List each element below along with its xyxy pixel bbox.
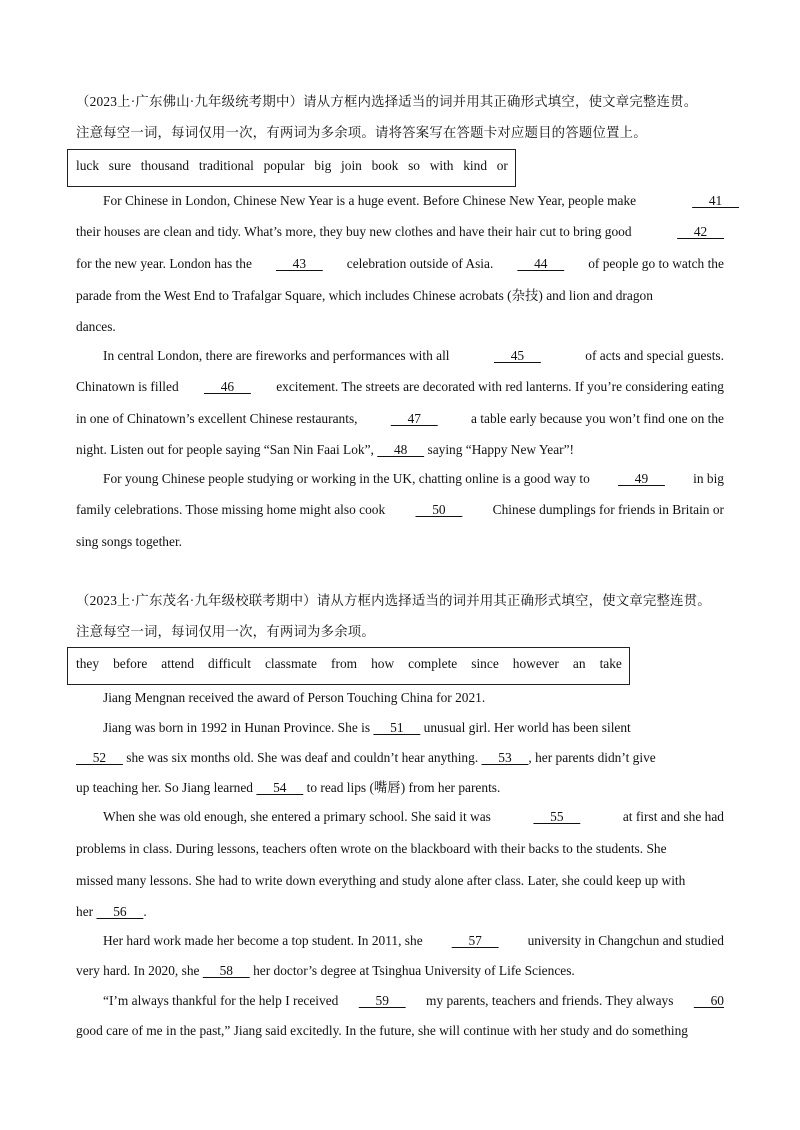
answer-blank-45[interactable]: 45 (493, 348, 541, 363)
paragraph-line: sing songs together. (76, 534, 183, 549)
section1-intro-line1: （2023上·广东佛山·九年级统考期中）请从方框内选择适当的词并用其正确形式填空，使文章完整连贯。 (76, 94, 698, 109)
word-bank-item: classmate (264, 656, 318, 671)
section2-intro-line1: （2023上·广东茂名·九年级校联考期中）请从方框内选择适当的词并用其正确形式填空，使文章完整连贯。 (76, 593, 711, 608)
paragraph-line: “I’m always thankful for the help I received 59 my parents, teachers and friends. They always 60 (103, 993, 724, 1008)
word-bank-item: book (371, 158, 399, 173)
answer-blank-58[interactable]: 58 (202, 963, 250, 978)
paragraph-line: Jiang Mengnan received the award of Person Touching China for 2021. (103, 690, 486, 705)
answer-blank-46[interactable]: 46 (203, 379, 251, 394)
answer-blank-41[interactable]: 41 (692, 193, 739, 208)
answer-blank-53[interactable]: 53 (481, 750, 529, 765)
paragraph-line: dances. (76, 319, 116, 334)
word-bank-item: traditional (198, 158, 254, 173)
answer-blank-50[interactable]: 50 (415, 502, 463, 517)
word-bank-item: kind (463, 158, 488, 173)
answer-blank-42[interactable]: 42 (677, 224, 724, 239)
paragraph-line: For young Chinese people studying or working in the UK, chatting online is a good way to 49 in big (103, 471, 724, 486)
word-bank-item: from (331, 656, 358, 671)
paragraph-line: In central London, there are fireworks and performances with all 45 of acts and special guests. (103, 348, 724, 363)
paragraph-line: parade from the West End to Trafalgar Square, which includes Chinese acrobats (杂技) and lion and dragon (76, 288, 653, 303)
answer-blank-47[interactable]: 47 (390, 411, 438, 426)
word-bank-item: join (341, 158, 362, 173)
paragraph-line: their houses are clean and tidy. What’s more, they buy new clothes and have their hair cut to bring good 42 (76, 224, 724, 239)
word-bank-item: complete (408, 656, 458, 671)
word-bank-item: luck (76, 158, 100, 173)
word-bank-item: so (408, 158, 420, 173)
paragraph-line: in one of Chinatown’s excellent Chinese restaurants, 47 a table early because you won’t find one on the (76, 411, 724, 426)
word-bank-item: take (599, 656, 622, 671)
answer-blank-52[interactable]: 52 (76, 750, 123, 765)
word-bank-item: with (429, 158, 454, 173)
paragraph-line: 52 she was six months old. She was deaf and couldn’t hear anything. 53 , her parents didn’t give (76, 750, 656, 765)
answer-blank-44[interactable]: 44 (517, 256, 565, 271)
answer-blank-56[interactable]: 56 (96, 904, 144, 919)
paragraph-line: family celebrations. Those missing home might also cook 50 Chinese dumplings for friends in Britain or (76, 502, 724, 517)
paragraph-line: good care of me in the past,” Jiang said excitedly. In the future, she will continue with her study and do something (76, 1023, 688, 1038)
paragraph-line: missed many lessons. She had to write down everything and study alone after class. Later, she could keep up with (76, 873, 686, 888)
word-bank-item: how (371, 656, 395, 671)
paragraph-line: For Chinese in London, Chinese New Year is a huge event. Before Chinese New Year, people make 41 (103, 193, 739, 208)
paragraph-line: problems in class. During lessons, teachers often wrote on the blackboard with their backs to the students. She (76, 841, 667, 856)
word-bank-item: an (572, 656, 586, 671)
paragraph-line: up teaching her. So Jiang learned 54 to read lips (嘴唇) from her parents. (76, 780, 501, 795)
paragraph-line: Jiang was born in 1992 in Hunan Province. She is 51 unusual girl. Her world has been silent (103, 720, 631, 735)
word-bank-item: they (76, 656, 100, 671)
word-bank-item: big (314, 158, 332, 173)
answer-blank-51[interactable]: 51 (373, 720, 421, 735)
paragraph-line: her 56 . (76, 904, 147, 919)
word-bank-item: before (113, 656, 148, 671)
word-bank-item: attend (161, 656, 195, 671)
answer-blank-60[interactable]: 60 (693, 993, 724, 1008)
word-bank-item: thousand (140, 158, 190, 173)
answer-blank-54[interactable]: 54 (256, 780, 304, 795)
paragraph-line: Chinatown is filled 46 excitement. The streets are decorated with red lanterns. If you’re considering eating (76, 379, 724, 394)
section1-intro-line2: 注意每空一词，每词仅用一次，有两词为多余项。请将答案写在答题卡对应题目的答题位置上。 (76, 125, 647, 140)
answer-blank-48[interactable]: 48 (377, 442, 425, 457)
answer-blank-57[interactable]: 57 (451, 933, 499, 948)
word-bank-item: or (496, 158, 508, 173)
word-bank-item: however (512, 656, 559, 671)
answer-blank-59[interactable]: 59 (358, 993, 406, 1008)
paragraph-line: for the new year. London has the 43 celebration outside of Asia. 44 of people go to watch the (76, 256, 724, 271)
paragraph-line: When she was old enough, she entered a primary school. She said it was 55 at first and she had (103, 809, 724, 824)
paragraph-line: night. Listen out for people saying “San Nin Faai Lok”, 48 saying “Happy New Year”! (76, 442, 574, 457)
paragraph-line: very hard. In 2020, she 58 her doctor’s degree at Tsinghua University of Life Sciences. (76, 963, 575, 978)
answer-blank-49[interactable]: 49 (618, 471, 665, 486)
word-bank-item: difficult (208, 656, 251, 671)
word-bank-item: since (471, 656, 499, 671)
word-bank-item: popular (263, 158, 305, 173)
section2-intro-line2: 注意每空一词，每词仅用一次，有两词为多余项。 (76, 624, 375, 639)
section1-word-bank (76, 157, 508, 175)
word-bank-item: sure (108, 158, 132, 173)
answer-blank-43[interactable]: 43 (275, 256, 323, 271)
answer-blank-55[interactable]: 55 (533, 809, 581, 824)
paragraph-line: Her hard work made her become a top student. In 2011, she 57 university in Changchun and studied (103, 933, 724, 948)
section2-word-bank (76, 655, 622, 673)
